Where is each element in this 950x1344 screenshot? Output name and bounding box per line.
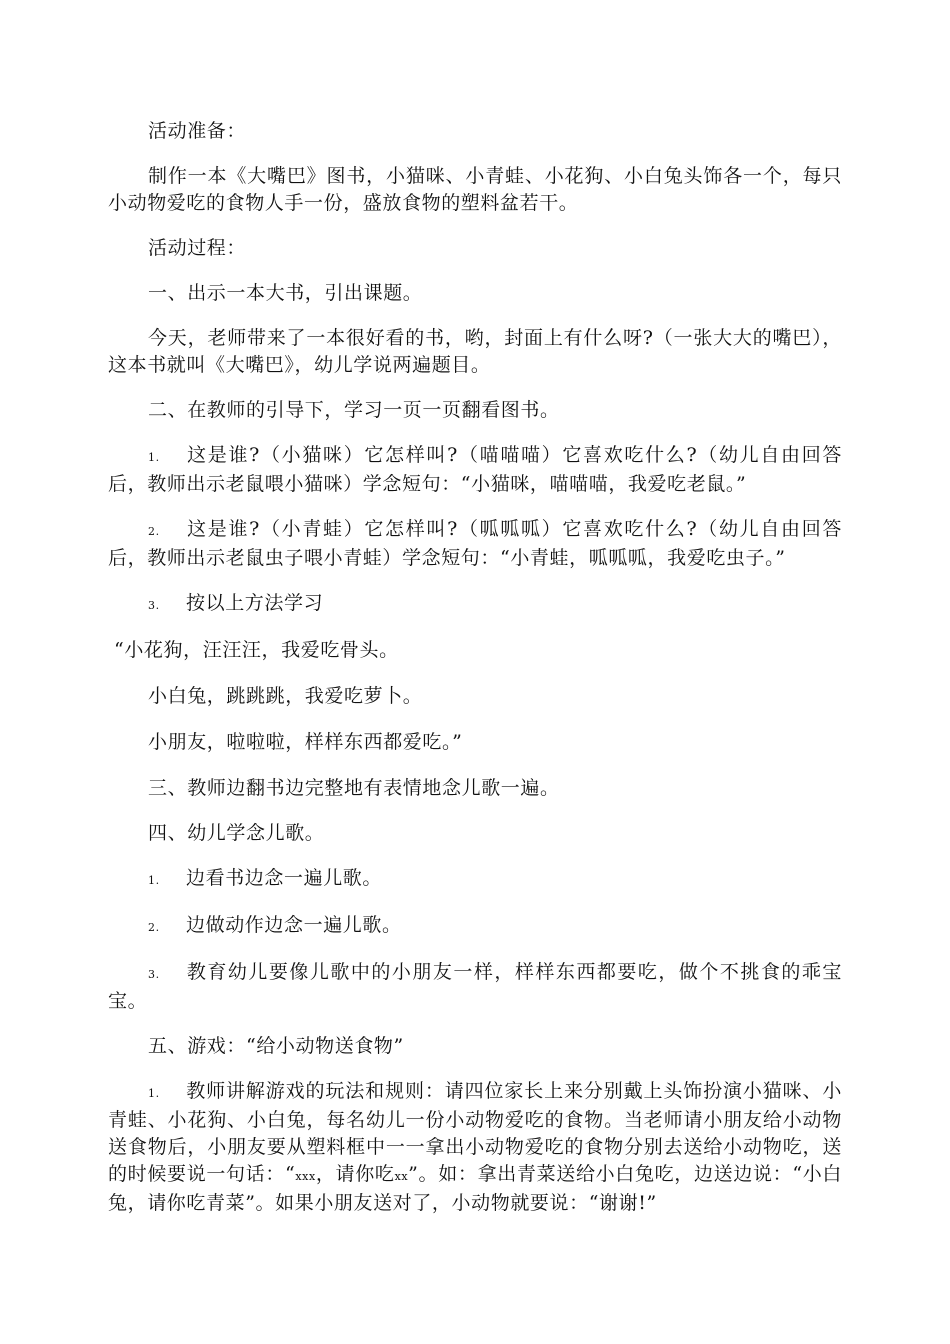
list-text-part: 教师讲解游戏的玩法和规则：请四位家长上来分别戴上头饰扮演小猫咪、小青蛙、小花狗、小白兔，每名幼儿一份小动物爱吃的食物。当老师请小朋友给小动物送食物后，小朋友要从塑料框中一一拿出小动物爱吃的食物分别去送给小动物吃，送的时候要说一句话：“ [108,1080,842,1185]
verse-line [108,637,842,664]
list-item [108,516,842,572]
list-text: 边看书边念一遍儿歌。 [186,867,383,889]
list-text-part: ”。如：拿出青菜送给小白兔吃，边送边说：“小白兔，请你吃青菜”。如果小朋友送对了，小动物就要说：“谢谢!” [108,1163,842,1214]
list-text: 这是谁?（小青蛙）它怎样叫?（呱呱呱）它喜欢吃什么?（幼儿自由回答后，教师出示老鼠虫子喂小青蛙）学念短句：“小青蛙，呱呱呱，我爱吃虫子。” [108,518,842,569]
placeholder-xx: xx [394,1170,409,1183]
list-number: 3. [148,599,160,612]
list-text: 边做动作边念一遍儿歌。 [186,914,402,936]
list-number: 1. [148,451,160,464]
document-page [108,118,842,1235]
list-item [108,912,842,941]
step-1-text: 今天，老师带来了一本很好看的书，哟，封面上有什么呀?（一张大大的嘴巴），这本书就叫《大嘴巴》，幼儿学说两遍题目。 [108,327,842,376]
list-number: 2. [148,921,160,934]
list-number: 2. [148,525,160,538]
verse-text: 小朋友，啦啦啦，样样东西都爱吃。” [148,731,463,753]
list-number: 1. [148,874,160,887]
step-3-title: 三、教师边翻书边完整地有表情地念儿歌一遍。 [148,777,560,799]
step-5-title: 五、游戏：“给小动物送食物” [148,1035,404,1057]
verse-line [108,729,842,756]
list-text: 按以上方法学习 [186,592,324,614]
list-item [108,865,842,894]
verse-line [108,683,842,710]
step-2-title: 二、在教师的引导下，学习一页一页翻看图书。 [148,399,560,421]
step-1-title: 一、出示一本大书，引出课题。 [148,282,423,304]
list-text: 教育幼儿要像儿歌中的小朋友一样，样样东西都要吃，做个不挑食的乖宝宝。 [108,961,842,1012]
list-text: 这是谁?（小猫咪）它怎样叫?（喵喵喵）它喜欢吃什么?（幼儿自由回答后，教师出示老鼠喂小猫咪）学念短句：“小猫咪，喵喵喵，我爱吃老鼠。” [108,444,842,495]
preparation-text: 制作一本《大嘴巴》图书，小猫咪、小青蛙、小花狗、小白兔头饰各一个，每只小动物爱吃的食物人手一份，盛放食物的塑料盆若干。 [108,165,842,214]
heading-preparation: 活动准备： [148,120,247,142]
heading-process: 活动过程： [148,237,247,259]
placeholder-xxx: xxx [295,1170,316,1183]
list-item [108,1078,842,1217]
verse-text: “小花狗，汪汪汪，我爱吃骨头。 [114,639,399,661]
list-item [108,959,842,1015]
verse-text: 小白兔，跳跳跳，我爱吃萝卜。 [148,685,423,707]
list-text-part: ，请你吃 [315,1163,395,1185]
list-number: 3. [148,968,160,981]
list-item [108,442,842,498]
step-4-title: 四、幼儿学念儿歌。 [148,822,325,844]
list-number: 1. [148,1087,160,1100]
list-item [108,590,842,619]
